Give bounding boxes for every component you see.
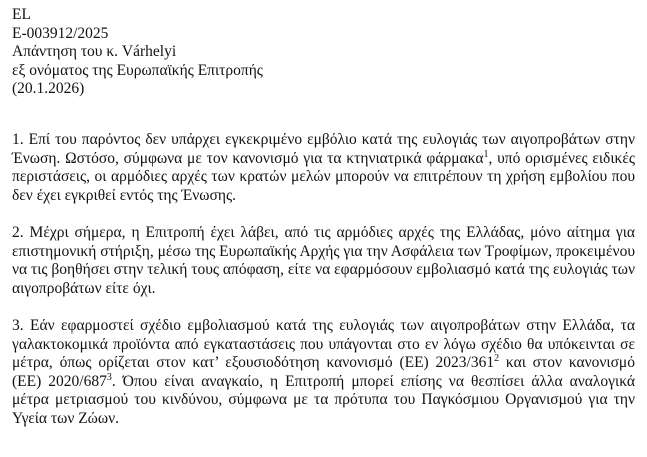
paragraph: [12, 131, 635, 205]
paragraph: [12, 317, 635, 429]
paragraph: [12, 224, 635, 298]
paragraph-text: 3. Εάν εφαρμοστεί σχέδιο εμβολιασμού κατά της ευλογιάς των αιγοπροβάτων στην Ελλάδα, τα γαλακτοκομικά προϊόντα από εγκαταστάσεις που υπάγονται στο εν λόγω σχέδιο θα υπόκεινται σε μέτρα, όπως ορίζεται στον κατ’ εξουσιοδότηση κανονισμό (ΕΕ) 2023/361: [12, 316, 635, 372]
paragraph-text: , υπό ορισμένες ειδικές περιστάσεις, οι αρμόδιες αρχές των κρατών μελών μπορούν να επιτρέπουν τη χρήση εμβολίου που δεν έχει εγκριθεί εντός της Ένωσης.: [12, 149, 635, 204]
language-code: EL: [12, 6, 31, 23]
answer-date: (20.1.2026): [12, 80, 85, 98]
footnote-ref: 1: [483, 148, 489, 160]
on-behalf-line: εξ ονόματος της Ευρωπαϊκής Επιτροπής: [12, 61, 263, 79]
answer-title: Απάντηση του κ. Várhelyi: [12, 43, 177, 61]
answer-body: [12, 131, 635, 429]
paragraph-text: 2. Μέχρι σήμερα, η Επιτροπή έχει λάβει, από τις αρμόδιες αρχές της Ελλάδας, μόνο αίτημα για επιστημονική στήριξη, μέσω της Ευρωπαϊκής Αρχής για την Ασφάλεια των Τροφίμων, προκειμένου να τις βοηθήσει στην τελική τους απόφαση, είτε να εφαρμόσουν εμβολιασμό κατά της ευλογιάς των αιγοπροβάτων είτε όχι.: [12, 223, 635, 297]
reference-number: E-003912/2025: [12, 24, 109, 42]
paragraph-text: 1. Επί του παρόντος δεν υπάρχει εγκεκριμένο εμβόλιο κατά της ευλογιάς των αιγοπροβάτων στην Ένωση. Ωστόσο, σύμφωνα με τον κανονισμό για τα κτηνιατρικά φάρμακα: [12, 130, 635, 167]
paragraph-text: . Όπου είναι αναγκαίο, η Επιτροπή μπορεί επίσης να θεσπίσει άλλα αναλογικά μέτρα μετριασμού του κινδύνου, σύμφωνα με τα πρότυπα του Παγκόσμιου Οργανισμού για την Υγεία των Ζώων.: [12, 372, 635, 427]
footnote-ref: 3: [106, 371, 112, 383]
document-header: [12, 6, 635, 99]
paragraph-text: και στον κανονισμό (ΕΕ) 2020/687: [12, 354, 635, 390]
footnote-ref: 2: [494, 352, 500, 364]
